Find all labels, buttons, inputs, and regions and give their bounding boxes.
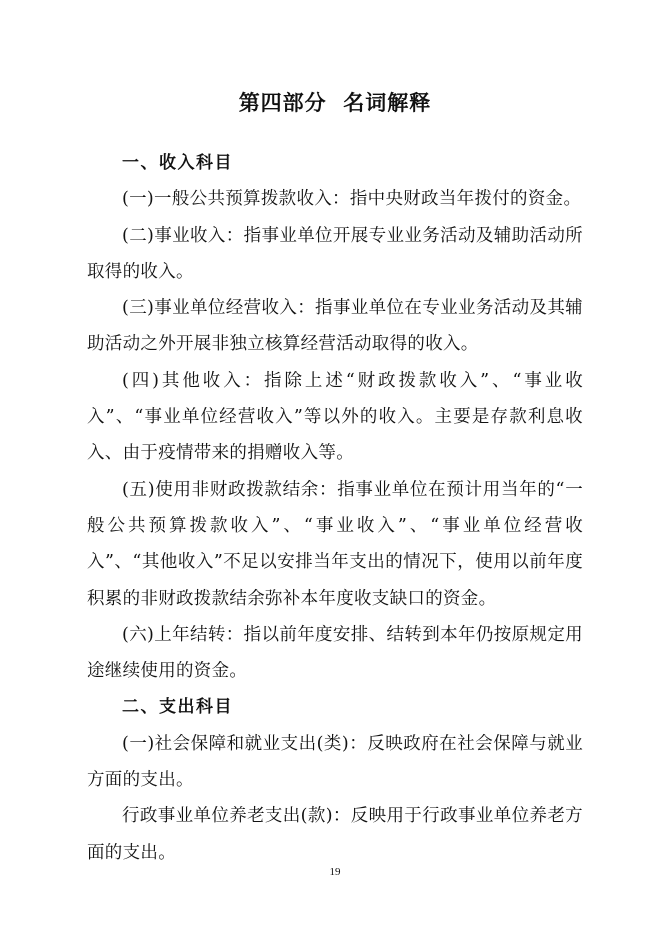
paragraph-non-fiscal-surplus: (五)使用非财政拨款结余：指事业单位在预计用当年的“一般公共预算拨款收入”、“事业收入”、“事业单位经营收入”、“其他收入”不足以安排当年支出的情况下，使用以前年度积累的非财政拨款结余弥补本年度收支缺口的资金。 [87, 479, 583, 609]
section-heading-expenditure: 二、支出科目 [122, 697, 233, 718]
page-number: 19 [329, 866, 341, 878]
paragraph-pension-expenditure: 行政事业单位养老支出(款)：反映用于行政事业单位养老方面的支出。 [87, 806, 583, 863]
paragraph-operating-income: (三)事业单位经营收入：指事业单位在专业业务活动及其辅助活动之外开展非独立核算经营活动取得的收入。 [87, 298, 583, 355]
section-heading-income: 一、收入科目 [122, 153, 233, 173]
paragraph-business-income: (二)事业收入：指事业单位开展专业业务活动及辅助活动所取得的收入。 [87, 225, 583, 282]
paragraph-other-income: (四)其他收入：指除上述“财政拨款收入”、“事业收入”、“事业单位经营收入”等以外的收入。主要是存款利息收入、由于疫情带来的捐赠收入等。 [87, 370, 583, 464]
paragraph-social-security-expenditure: (一)社会保障和就业支出(类)：反映政府在社会保障与就业方面的支出。 [87, 733, 583, 791]
paragraph-general-budget-income: (一)一般公共预算拨款收入：指中央财政当年拨付的资金。 [122, 189, 582, 210]
document-body [87, 145, 583, 871]
paragraph-prior-year-carryover: (六)上年结转：指以前年度安排、结转到本年仍按原规定用途继续使用的资金。 [87, 624, 583, 682]
page-title: 第四部分 名词解释 [238, 91, 432, 115]
